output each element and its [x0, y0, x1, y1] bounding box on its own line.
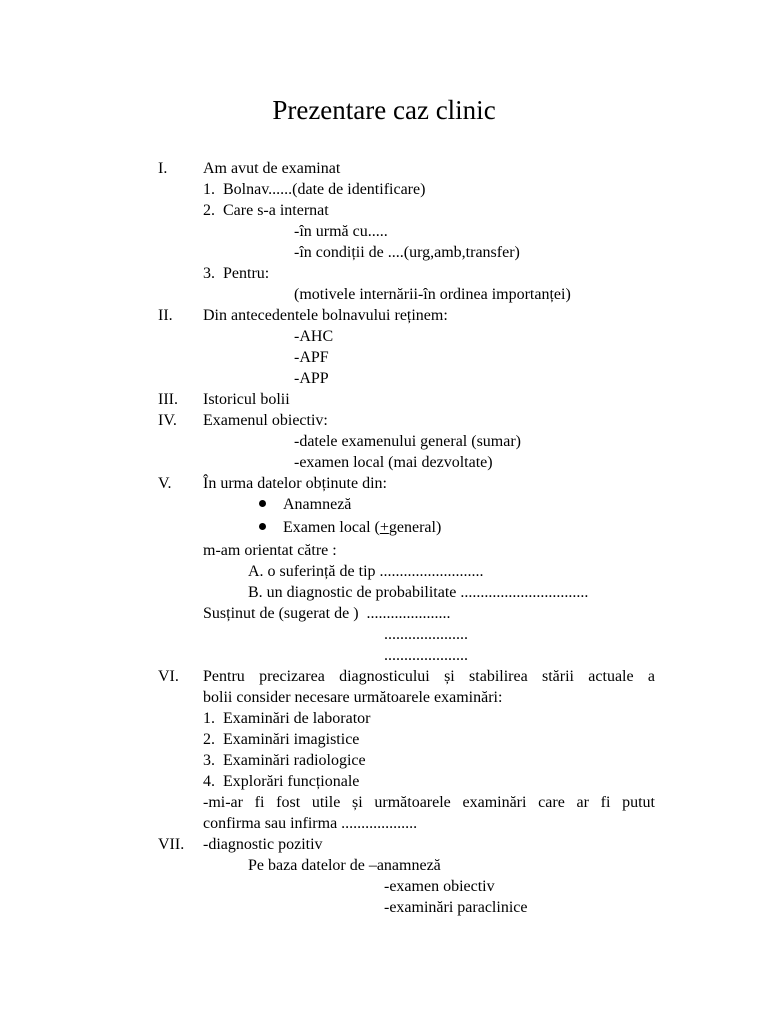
list-item: 1. Examinări de laborator: [203, 710, 371, 727]
sub-item: (motivele internării-în ordinea importanței): [294, 286, 571, 303]
sub-item: -examinări paraclinice: [384, 899, 528, 916]
bullet-text-pre: Examen local (: [283, 519, 380, 536]
sub-item: -în condiții de ....(urg,amb,transfer): [294, 244, 520, 261]
section-heading: Examenul obiectiv:: [203, 412, 328, 429]
bullet-icon: [259, 523, 266, 530]
section-heading: Din antecedentele bolnavului reținem:: [203, 307, 448, 324]
list-item: 4. Explorări funcționale: [203, 773, 360, 790]
page-title: Prezentare caz clinic: [272, 95, 496, 125]
sub-item: Pe baza datelor de –anamneză: [248, 857, 441, 874]
sub-item: -examen obiectiv: [384, 878, 495, 895]
sub-item: A. o suferință de tip ..........................: [248, 563, 484, 580]
list-item: 2. Care s-a internat: [203, 202, 329, 219]
dotted-blank: .....................: [384, 647, 468, 664]
section-number: VI.: [158, 668, 179, 685]
sub-item: -datele examenului general (sumar): [294, 433, 521, 450]
section-number: V.: [158, 475, 172, 492]
section-heading: Istoricul bolii: [203, 391, 290, 408]
sub-item: B. un diagnostic de probabilitate ................................: [248, 584, 589, 601]
sub-item: -examen local (mai dezvoltate): [294, 454, 493, 471]
paragraph-line: Pentru precizarea diagnosticului și stabilirea stării actuale a: [203, 668, 655, 685]
bullet-text-underlined: +: [379, 519, 389, 536]
paragraph-line: -mi-ar fi fost utile și următoarele examinări care ar fi putut: [203, 794, 655, 811]
sub-item: -AHC: [294, 328, 334, 345]
section-heading: Am avut de examinat: [203, 160, 341, 177]
bullet-item: [283, 517, 441, 538]
list-item: 2. Examinări imagistice: [203, 731, 360, 748]
bullet-item: Anamneză: [283, 496, 352, 513]
paragraph-line: confirma sau infirma ...................: [203, 815, 418, 832]
sub-item: -în urmă cu.....: [294, 223, 388, 240]
section-heading: În urma datelor obținute din:: [203, 475, 387, 492]
bullet-text-post: general): [388, 519, 442, 536]
section-heading: -diagnostic pozitiv: [203, 836, 323, 853]
bullet-icon: [259, 500, 266, 507]
section-number: II.: [158, 307, 173, 324]
dotted-blank: .....................: [384, 626, 468, 643]
section-number: VII.: [158, 836, 185, 853]
list-item: 3. Pentru:: [203, 265, 270, 282]
section-number: III.: [158, 391, 178, 408]
list-item: 3. Examinări radiologice: [203, 752, 366, 769]
sub-item: -APP: [294, 370, 329, 387]
section-number: I.: [158, 160, 168, 177]
section-number: IV.: [158, 412, 177, 429]
paragraph-line: Susținut de (sugerat de ) .....................: [203, 605, 451, 622]
paragraph-line: m-am orientat către :: [203, 542, 337, 559]
list-item: 1. Bolnav......(date de identificare): [203, 181, 426, 198]
paragraph-line: bolii consider necesare următoarele examinări:: [203, 689, 503, 706]
sub-item: -APF: [294, 349, 329, 366]
